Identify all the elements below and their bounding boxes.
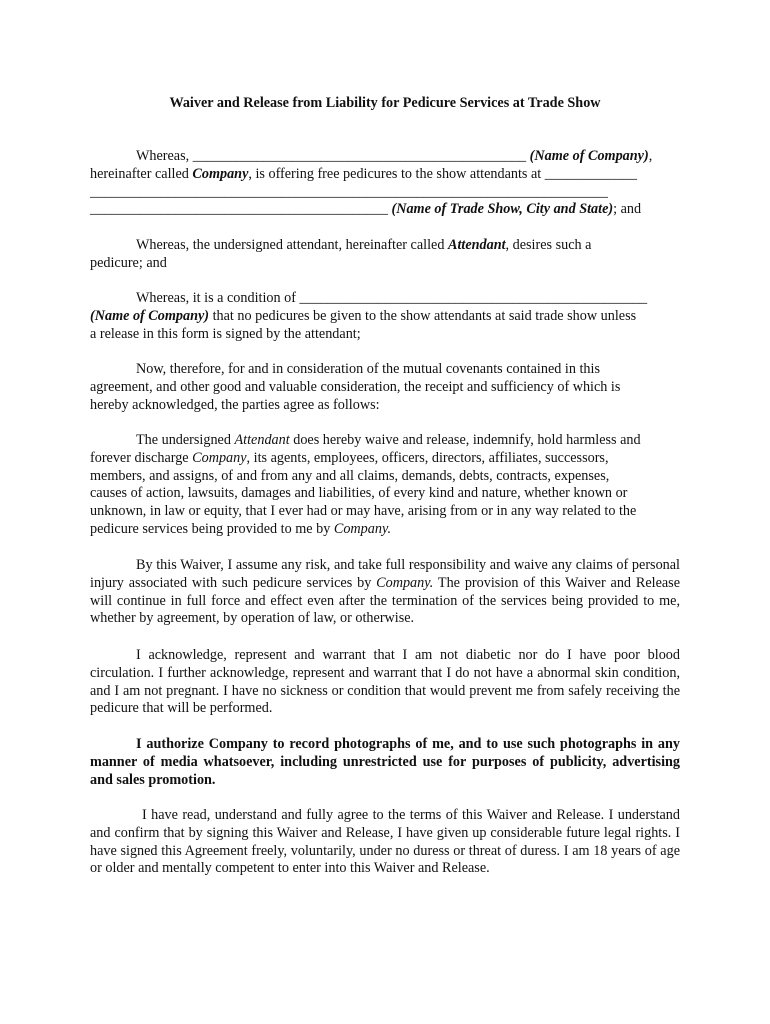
p1-line2: [90, 166, 680, 184]
p3-line2: [90, 308, 680, 326]
name-of-company-label: (Name of Company): [529, 148, 649, 164]
p5-c: forever discharge: [90, 449, 193, 466]
company-term-2: Company: [192, 449, 247, 466]
name-of-company-label-2: (Name of Company): [90, 307, 210, 324]
company-term: Company: [192, 165, 249, 182]
p2-line2: pedicure; and: [90, 254, 167, 271]
paragraph-now-therefore: [90, 361, 680, 414]
p1-comma: ,: [648, 148, 653, 164]
p1-line1: [90, 148, 680, 166]
p2-b: , desires such a: [505, 237, 592, 253]
p5-line5: unknown, in law or equity, that I ever had or may have, arising from or in any way related to the: [90, 503, 637, 520]
p4-line1: Now, therefore, for and in consideration of the mutual covenants contained in this: [136, 361, 600, 377]
p1-l4end: ; and: [613, 201, 642, 218]
p3-b: that no pedicures be given to the show attendants at said trade show unless: [209, 307, 637, 324]
p5-line4: causes of action, lawsuits, damages and liabilities, of every kind and nature, whether known or: [90, 485, 628, 502]
p1-whereas: Whereas,: [136, 148, 193, 164]
p6-a: By this Waiver, I assume any risk, and take full responsibility and waive any claims of personal injury associated with such pedicure services by: [90, 557, 680, 591]
p1-l2b: , is offering free pedicures to the show attendants at _____________: [248, 165, 637, 182]
p3-a: Whereas, it is a condition of: [136, 290, 300, 306]
p5-d: , its agents, employees, officers, directors, affiliates, successors,: [246, 449, 609, 466]
attendant-term: Attendant: [447, 237, 506, 253]
p1-l2a: hereinafter called: [90, 165, 193, 182]
paragraph-whereas-attendant: [90, 237, 680, 273]
p1-line4: [90, 201, 680, 219]
p5-a: The undersigned: [136, 432, 235, 448]
condition-company-blank: _________________________________________________: [299, 290, 648, 306]
p3-line3: a release in this form is signed by the attendant;: [90, 325, 361, 342]
paragraph-release: [90, 432, 680, 539]
paragraph-agreement: I have read, understand and fully agree to the terms of this Waiver and Release. I understand and confirm that by signing this Waiver and Release, I have given up considerable future legal rights. I have signed this Agreement freely, voluntarily, under no duress or threat of duress. I am 18 years of age or older and mentally competent to enter into this Waiver and Release.: [90, 807, 680, 877]
paragraph-whereas-company: [90, 148, 680, 219]
company-term-3: Company.: [333, 520, 392, 537]
paragraph-assume-risk: [90, 557, 680, 628]
company-name-blank: _______________________________________________: [192, 148, 527, 164]
attendant-term-2: Attendant: [234, 432, 290, 448]
paragraph-acknowledge-health: I acknowledge, represent and warrant that I am not diabetic nor do I have poor blood circulation. I further acknowledge, represent and warrant that I do not have a abnormal skin condition, and I am not pregnant. I have no sickness or condition that would prevent me from safely receiving the pedicure that will be performed.: [90, 647, 680, 717]
p4-line2: agreement, and other good and valuable consideration, the receipt and sufficiency of which is: [90, 378, 621, 395]
p6-b: The provision of this Waiver and Release will continue in full force and effect even after the termination of the services being provided to me, whether by agreement, by operation of law, or otherwise.: [90, 574, 680, 627]
paragraph-photo-authorization: I authorize Company to record photographs of me, and to use such photographs in any manner of media whatsoever, including unrestricted use for purposes of publicity, advertising and sales promotion.: [90, 736, 680, 788]
paragraph-whereas-condition: [90, 290, 680, 343]
trade-show-blank: __________________________________________: [90, 201, 388, 218]
p5-b: does hereby waive and release, indemnify, hold harmless and: [289, 432, 641, 448]
name-of-trade-show-label: (Name of Trade Show, City and State): [391, 201, 614, 218]
company-term-4: Company.: [376, 574, 434, 591]
document-title: Waiver and Release from Liability for Pedicure Services at Trade Show: [169, 95, 601, 111]
p5-line3: members, and assigns, of and from any and all claims, demands, debts, contracts, expenses,: [90, 467, 610, 484]
p5-e: pedicure services being provided to me by: [90, 520, 334, 537]
p2-a: Whereas, the undersigned attendant, hereinafter called: [136, 237, 448, 253]
p2-line1: [90, 237, 680, 255]
p5-line2: [90, 450, 680, 468]
p4-line3: hereby acknowledged, the parties agree as follows:: [90, 396, 380, 413]
p5-line1: [90, 432, 680, 450]
p1-line3-blank: _________________________________________________________________________: [90, 183, 608, 200]
p5-line6: [90, 521, 680, 539]
p3-line1: [90, 290, 680, 308]
